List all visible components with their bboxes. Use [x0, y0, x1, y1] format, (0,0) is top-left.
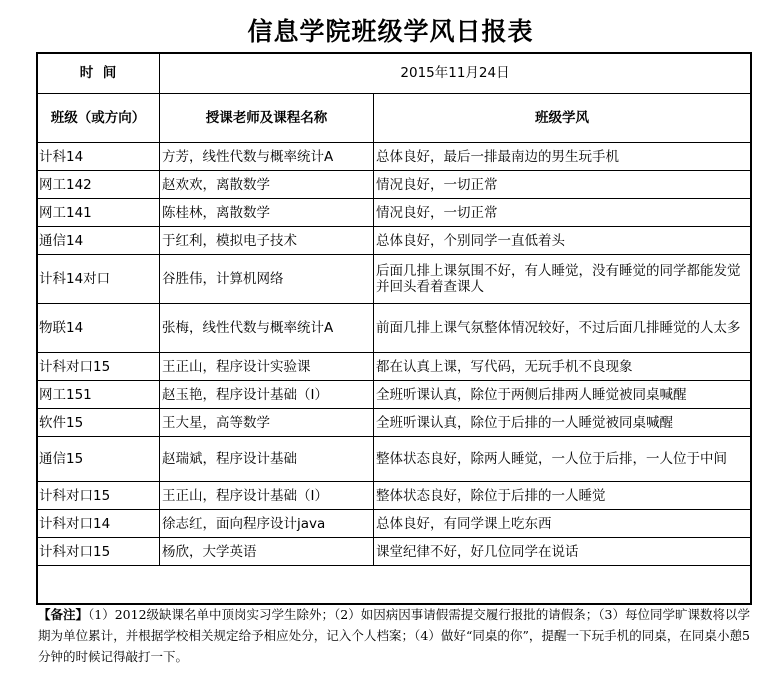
- cell-style: 课堂纪律不好，好几位同学在说话: [374, 538, 751, 566]
- cell-style: 整体状态良好，除两人睡觉，一人位于后排，一人位于中间: [374, 437, 751, 482]
- cell-teacher-course: 赵欢欢，离散数学: [160, 171, 374, 199]
- cell-style: 整体状态良好，除位于后排的一人睡觉: [374, 482, 751, 510]
- cell-teacher-course: 王正山，程序设计实验课: [160, 353, 374, 381]
- table-row: [37, 227, 751, 255]
- cell-style: 都在认真上课，写代码，无玩手机不良现象: [374, 353, 751, 381]
- report-table: [36, 52, 751, 566]
- table-row: [37, 353, 751, 381]
- report-title: 信息学院班级学风日报表: [247, 17, 534, 46]
- cell-class: 计科对口15: [37, 482, 160, 510]
- cell-teacher-course: 杨欣，大学英语: [160, 538, 374, 566]
- table-row: [37, 143, 751, 171]
- cell-style: 总体良好，有同学课上吃东西: [374, 510, 751, 538]
- cell-class: 计科对口15: [37, 538, 160, 566]
- cell-teacher-course: 徐志红，面向程序设计java: [160, 510, 374, 538]
- cell-teacher-course: 于红利，模拟电子技术: [160, 227, 374, 255]
- cell-teacher-course: 王大星，高等数学: [160, 409, 374, 437]
- table-row: [37, 381, 751, 409]
- cell-teacher-course: 方芳，线性代数与概率统计A: [160, 143, 374, 171]
- header-teacher-course: 授课老师及课程名称: [160, 94, 374, 143]
- date-value: 2015年11月24日: [160, 53, 751, 94]
- cell-class: 物联14: [37, 304, 160, 353]
- remarks-label: 【备注】: [38, 607, 89, 622]
- cell-teacher-course: 赵玉艳，程序设计基础（I）: [160, 381, 374, 409]
- cell-class: 通信14: [37, 227, 160, 255]
- time-label: 时 间: [37, 53, 160, 94]
- cell-class: 计科对口15: [37, 353, 160, 381]
- remarks-text: （1）2012级缺课名单中顶岗实习学生除外；（2）如因病因事请假需提交履行报批的请假条；（3）每位同学旷课数将以学期为单位累计，并根据学校相关规定给予相应处分，记入个人档案；（4）做好“同桌的你”，提醒一下玩手机的同桌，在同桌小憩5分钟的时候记得敲打一下。: [38, 607, 750, 664]
- cell-class: 计科14: [37, 143, 160, 171]
- cell-teacher-course: 张梅，线性代数与概率统计A: [160, 304, 374, 353]
- table-row: [37, 482, 751, 510]
- cell-style: 全班听课认真，除位于后排的一人睡觉被同桌喊醒: [374, 409, 751, 437]
- header-class: 班级（或方向）: [37, 94, 160, 143]
- header-row: [37, 94, 751, 143]
- table-row: [37, 409, 751, 437]
- cell-style: 情况良好，一切正常: [374, 171, 751, 199]
- cell-class: 网工142: [37, 171, 160, 199]
- table-row: [37, 255, 751, 304]
- cell-style: 总体良好，个别同学一直低着头: [374, 227, 751, 255]
- cell-class: 网工141: [37, 199, 160, 227]
- table-row: [37, 304, 751, 353]
- table-row: [37, 199, 751, 227]
- table-row: [37, 510, 751, 538]
- cell-teacher-course: 赵瑞斌，程序设计基础: [160, 437, 374, 482]
- cell-style: 全班听课认真，除位于两侧后排两人睡觉被同桌喊醒: [374, 381, 751, 409]
- cell-class: 软件15: [37, 409, 160, 437]
- cell-class: 计科14对口: [37, 255, 160, 304]
- cell-class: 网工151: [37, 381, 160, 409]
- table-row: [37, 437, 751, 482]
- header-style: 班级学风: [374, 94, 751, 143]
- table-row: [37, 538, 751, 566]
- cell-style: 前面几排上课气氛整体情况较好，不过后面几排睡觉的人太多: [374, 304, 751, 353]
- cell-class: 计科对口14: [37, 510, 160, 538]
- cell-style: 后面几排上课氛围不好，有人睡觉，没有睡觉的同学都能发觉并回头看着查课人: [374, 255, 751, 304]
- cell-style: 情况良好，一切正常: [374, 199, 751, 227]
- cell-teacher-course: 谷胜伟，计算机网络: [160, 255, 374, 304]
- cell-teacher-course: 王正山，程序设计基础（I）: [160, 482, 374, 510]
- cell-style: 总体良好，最后一排最南边的男生玩手机: [374, 143, 751, 171]
- cell-teacher-course: 陈桂林，离散数学: [160, 199, 374, 227]
- table-row: [37, 171, 751, 199]
- date-row: [37, 53, 751, 94]
- cell-class: 通信15: [37, 437, 160, 482]
- remarks: [38, 604, 750, 667]
